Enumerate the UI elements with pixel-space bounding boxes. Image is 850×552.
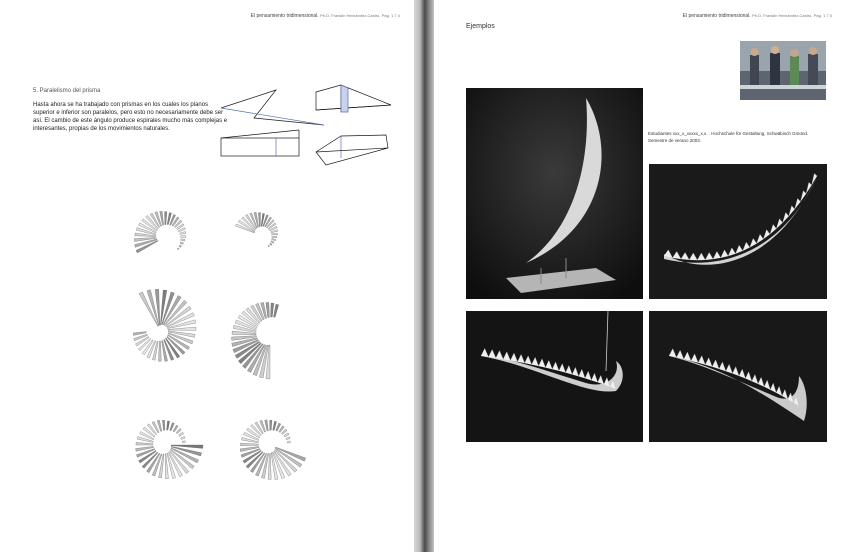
diagram-prism-top [316, 85, 391, 112]
diagram-prism-iso [316, 135, 388, 165]
prism-diagrams [216, 80, 396, 170]
spiral-blade [133, 332, 146, 336]
spiral-blade [268, 453, 271, 479]
running-head-page: Pag. 1 7 4 [381, 13, 400, 18]
spiral-blade [284, 433, 289, 437]
spiral-blade [170, 423, 175, 431]
running-head-author: Ph.D. Franklin Hernández-Castro. [320, 13, 381, 18]
spiral-blade [268, 245, 270, 247]
running-head-page-right: Pag. 1 7 5 [813, 13, 832, 18]
diagram-triangle-top [221, 90, 324, 125]
running-head-title: El pensamiento tridimensional. [250, 13, 319, 19]
spiral-blade [272, 233, 278, 235]
spiral-blade [287, 441, 290, 443]
spiral-blade [266, 302, 270, 317]
model-photo-1 [466, 88, 643, 299]
spiral-blade [182, 441, 185, 443]
spiral-blade [258, 213, 260, 227]
spiral-blade [240, 443, 258, 446]
spiral-blade [282, 429, 288, 434]
spiral-blade [181, 236, 186, 238]
spiral-blade [162, 341, 168, 362]
spiral-render-5 [136, 420, 203, 479]
book-gutter [414, 0, 434, 552]
spiral-blade [179, 432, 184, 436]
spiral-blade [181, 239, 185, 241]
spiral-blade [159, 454, 164, 478]
spiral-blade [270, 420, 272, 430]
spiral-blade [179, 245, 182, 247]
body-paragraph: Hasta ahora se ha trabajado con prismas en los cuales los planos superior e inferior son paralelos, pero esto no necesariamente debe ser así. El cambio de este ángulo produce espirales mucho más complejas e interesantes, propias de los movimientos naturales. [33, 102, 228, 132]
spiral-blade [274, 304, 279, 317]
spiral-blade [272, 238, 276, 241]
spiral-blade [158, 341, 161, 361]
photo-caption: Estudiantes xxx_x_xxxxx_x,x. . Hochschule für Gestaltung, Schwäbisch Gmünd. Semestre de verano 2003. [648, 131, 809, 143]
spiral-blade [173, 425, 178, 432]
spiral-blade [265, 420, 269, 431]
spiral-render-1 [134, 211, 186, 253]
spiral-blade [271, 241, 274, 244]
spiral-render-3 [133, 289, 196, 361]
spiral-render-4 [232, 302, 279, 379]
spiral-blade [136, 442, 153, 445]
spiral-blade [177, 248, 179, 250]
examples-heading: Ejemplos [466, 23, 495, 30]
spiral-blade [272, 236, 277, 238]
spiral-render-2 [236, 212, 278, 247]
spiral-blade [167, 421, 170, 430]
model-photo-2 [649, 164, 827, 299]
spiral-renders [120, 195, 340, 495]
right-page [434, 0, 850, 552]
spiral-blade [273, 421, 277, 430]
spiral-render-6 [240, 420, 306, 480]
diagram-prism-flat [221, 130, 299, 156]
spiral-blade [271, 303, 274, 317]
spiral-blade [162, 420, 164, 430]
spiral-blade [180, 232, 186, 235]
spiral-blade [270, 243, 272, 245]
running-head-right [683, 13, 832, 19]
spiral-blade [180, 242, 183, 245]
running-head-left [251, 13, 400, 19]
students-photo [740, 41, 826, 100]
model-photo-4 [649, 311, 827, 442]
section-title: 5. Paralelismo del prisma [33, 88, 101, 94]
left-page [0, 0, 414, 552]
spiral-blade [181, 436, 185, 439]
running-head-author-right: Ph.D. Franklin Hernández-Castro. [752, 13, 813, 18]
model-photo-3 [466, 311, 643, 442]
spiral-blade [139, 292, 158, 327]
spiral-blade [176, 428, 181, 433]
spiral-blade [286, 437, 290, 440]
spiral-blade [165, 212, 167, 225]
running-head-title-right: El pensamiento tridimensional. [682, 13, 751, 19]
